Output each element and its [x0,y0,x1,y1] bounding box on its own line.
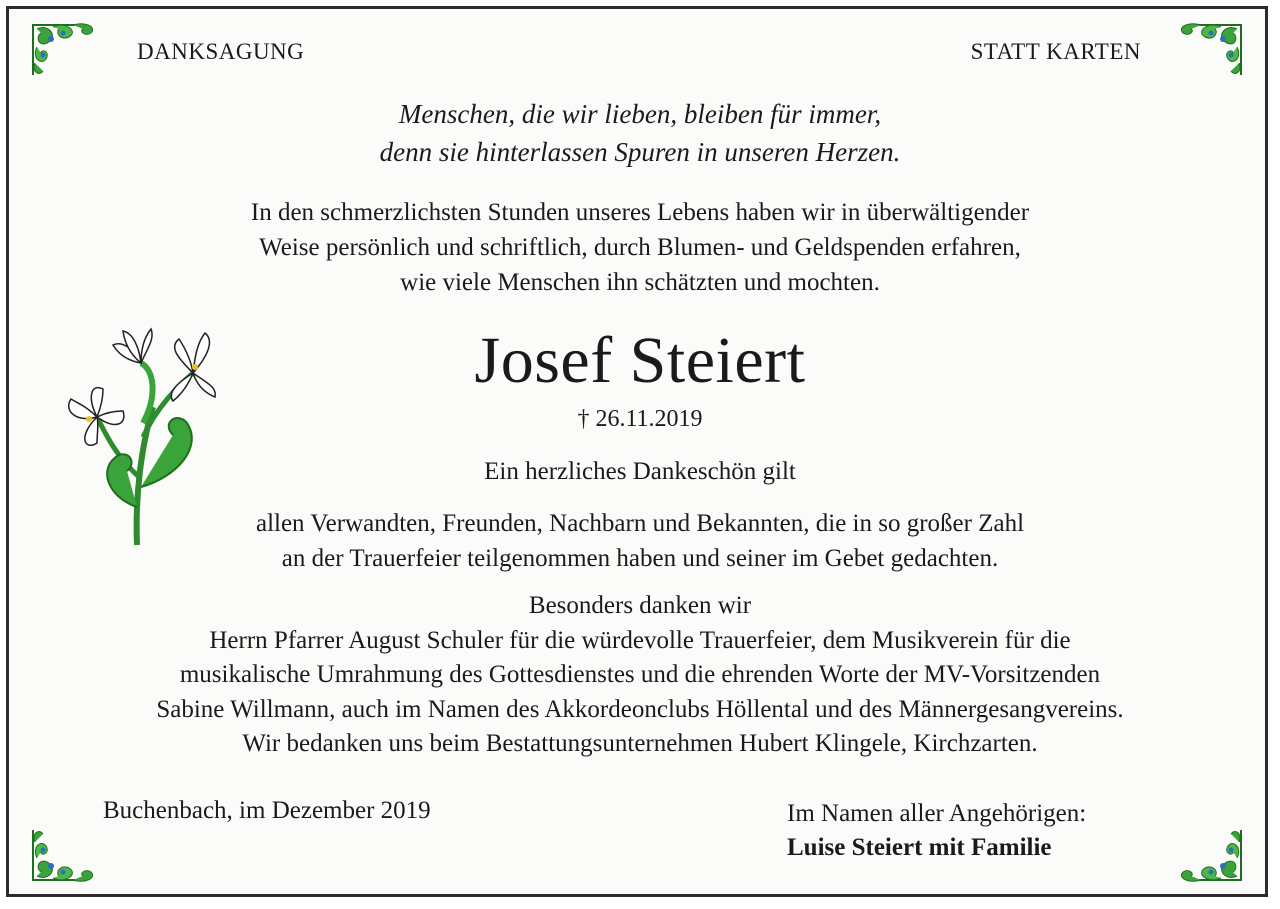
special-thanks-line: Sabine Willmann, auch im Namen des Akkordeonclubs Höllental und des Männergesangvereins. [156,695,1124,723]
floral-corner-icon [1169,826,1245,886]
intro-line: Weise persönlich und schriftlich, durch Blumen- und Geldspenden erfahren, [259,234,1021,261]
floral-corner-icon [1169,19,1245,79]
obituary-card [6,6,1268,897]
floral-corner-icon [29,826,105,886]
intro-paragraph [9,195,1271,300]
signature-block [787,797,1086,865]
thanks-heading: Ein herzliches Dankeschön gilt [484,458,796,485]
header-statt-karten: STATT KARTEN [970,39,1141,64]
floral-corner-icon [29,19,105,79]
special-thanks-line: Wir bedanken uns beim Bestattungsunternehmen Hubert Klingele, Kirchzarten. [242,730,1038,757]
signature-intro: Im Namen aller Angehörigen: [787,800,1087,827]
quote-line: denn sie hinterlassen Spuren in unseren Herzen. [379,137,901,167]
intro-line: wie viele Menschen ihn schätzten und mochten. [400,269,880,296]
thanks-line: allen Verwandten, Freunden, Nachbarn und Bekannten, die in so großer Zahl [255,510,1025,537]
thanks-line: an der Trauerfeier teilgenommen haben und seiner im Gebet gedachten. [281,545,999,572]
header-danksagung: DANKSAGUNG [137,39,305,64]
special-thanks-line: Herrn Pfarrer August Schuler für die würdevolle Trauerfeier, dem Musikverein für die [209,626,1071,654]
intro-line: In den schmerzlichsten Stunden unseres Lebens haben wir in überwältigender [250,199,1030,226]
quote-line: Menschen, die wir lieben, bleiben für immer, [398,99,882,129]
death-date: † 26.11.2019 [577,406,703,432]
special-thanks-paragraph [9,589,1271,762]
thanks-paragraph [9,506,1271,576]
opening-quote [9,95,1271,171]
signature-name: Luise Steiert mit Familie [787,834,1052,861]
special-thanks-line: musikalische Umrahmung des Gottesdienstes und die ehrenden Worte der MV-Vorsitzenden [179,661,1101,688]
place-and-date: Buchenbach, im Dezember 2019 [103,797,431,824]
deceased-name: Josef Steiert [474,324,806,397]
special-thanks-line: Besonders danken wir [528,592,752,619]
